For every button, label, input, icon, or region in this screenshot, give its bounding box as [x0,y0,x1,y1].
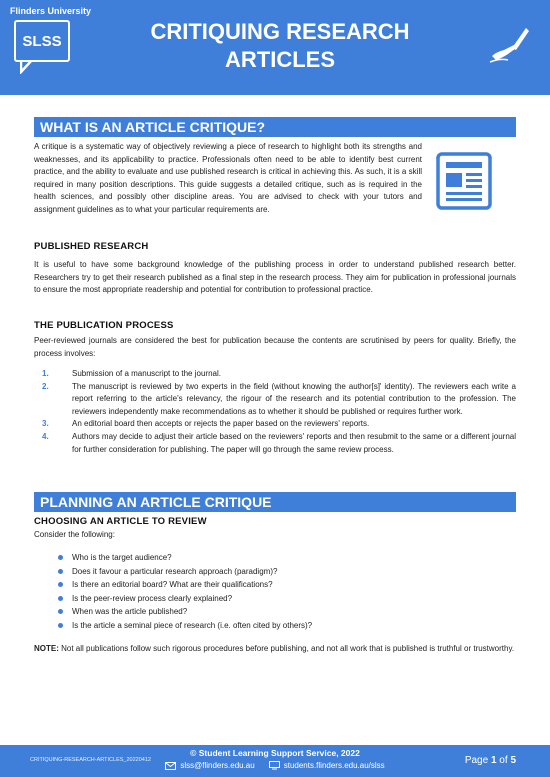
section-heading-planning-critique: PLANNING AN ARTICLE CRITIQUE [34,492,516,512]
monitor-icon [269,761,280,770]
list-item: Is there an editorial board? What are their qualifications? [34,578,516,592]
list-item: Is the peer-review process clearly explained? [34,592,516,606]
page-number: Page 1 of 5 [464,755,516,766]
hand-writing-icon [486,22,530,66]
list-item: 4. Authors may decide to adjust their article based on the reviewers' reports and then resubmit to the same or a different journal for further consideration for publishing. The paper will go through the same review process. [42,431,516,454]
consider-bullets-list [34,551,516,632]
intro-paragraph: A critique is a systematic way of objectively reviewing a piece of research to highlight both its strengths and weaknesses, and its applicability to practice. Professionals often need to be able to identify best current practice, and the ability to evaluate and use published research is critical in achieving this. As such, it is a skill required in many position descriptions. This guide suggests a detailed critique, such as is required in the health sciences, and possibly other discipline areas. You are advised to check with your tutors and assignment guidelines as to what your particular requirements are. [34,142,422,214]
page-footer [0,745,550,777]
process-steps-list [34,368,516,456]
page-header [0,0,550,95]
choosing-article-heading: CHOOSING AN ARTICLE TO REVIEW [34,516,207,527]
bullet-icon [58,623,63,628]
copyright-text: © Student Learning Support Service, 2022 [190,748,360,758]
list-item: Does it favour a particular research approach (paradigm)? [34,565,516,579]
published-research-heading: PUBLISHED RESEARCH [34,241,149,252]
publication-process-heading: THE PUBLICATION PROCESS [34,320,174,331]
document-icon [436,152,492,210]
bullet-icon [58,569,63,574]
website-link[interactable]: students.flinders.edu.au/slss [283,761,385,770]
email-link[interactable]: slss@flinders.edu.au [180,761,255,770]
list-item: When was the article published? [34,605,516,619]
list-item: 2. The manuscript is reviewed by two experts in the field (without knowing the author[s]' identity). The reviewers each write a report referring to the article's relevancy, the rigour of the research and its potential contribution to the profession. The reviewers independently make recommendations as to whether it should be published or requires further work. [42,381,516,416]
list-item: 3. An editorial board then accepts or rejects the paper based on the reviewers' reports. [42,419,370,429]
page-title: CRITIQUING RESEARCH ARTICLES [150,19,410,72]
speech-bubble-tail-icon [20,60,34,74]
publication-process-paragraph: Peer-reviewed journals are considered the best for publication because the contents are scrutinised by peers for quality. Briefly, the process involves: [34,336,516,358]
bullet-icon [58,609,63,614]
document-code: CRITIQUING-RESEARCH-ARTICLES_20220412 [30,757,151,763]
section-heading-what-is-critique: WHAT IS AN ARTICLE CRITIQUE? [34,117,516,137]
published-research-paragraph: It is useful to have some background knowledge of the publishing process in order to understand published research better. Researchers try to get their research published as a final step in the research process. They aim for publication in professional journals to ensure the most appropriate readership and potential for contribution to professional practice. [34,260,516,295]
bullet-icon [58,582,63,587]
list-item: Is the article a seminal piece of research (i.e. often cited by others)? [34,619,516,633]
bullet-icon [58,596,63,601]
university-name: Flinders University [10,6,92,16]
email-icon [165,762,176,770]
note-paragraph: NOTE: Not all publications follow such rigorous procedures before publishing, and not all work that is published is truthful or trustworthy. [34,644,515,653]
bullet-icon [58,555,63,560]
consider-text: Consider the following: [34,530,115,539]
list-item: Who is the target audience? [34,551,516,565]
slss-logo: SLSS [14,20,70,62]
list-item: 1. Submission of a manuscript to the journal. [42,369,221,378]
